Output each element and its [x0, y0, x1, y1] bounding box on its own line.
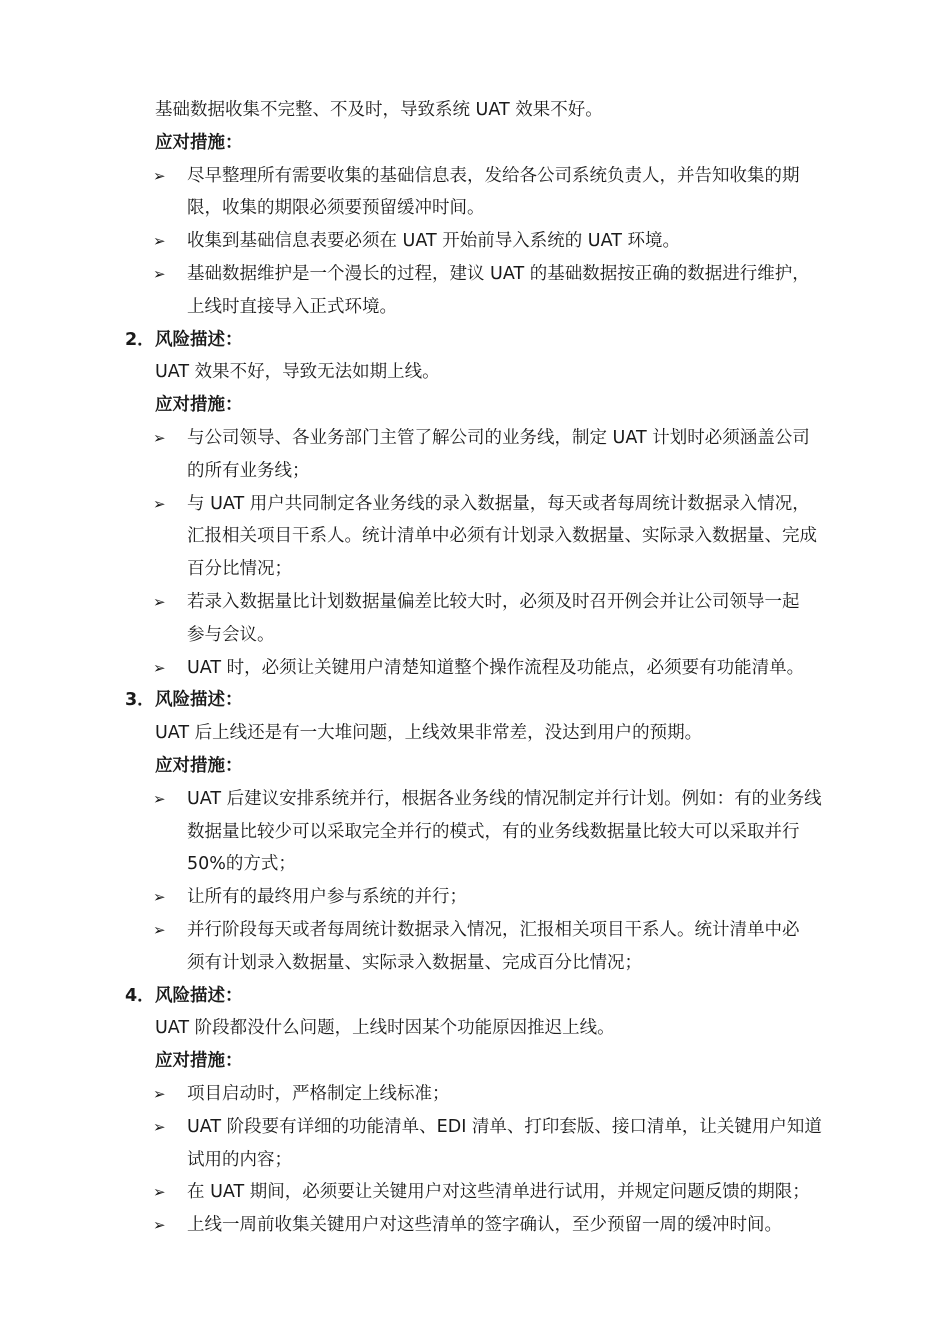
bullet-text-line: 在 UAT 期间，必须要让关键用户对这些清单进行试用，并规定问题反馈的期限；	[187, 1182, 810, 1203]
risk-description: UAT 效果不好，导致无法如期上线。	[155, 362, 440, 383]
risk-description: UAT 阶段都没什么问题，上线时因某个功能原因推迟上线。	[155, 1018, 615, 1039]
bullet-text-line: 数据量比较少可以采取完全并行的模式，有的业务线数据量比较大可以采取并行	[187, 821, 800, 842]
bullet-item	[0, 914, 950, 980]
arrow-bullet-icon: ➢	[153, 166, 166, 185]
arrow-bullet-icon: ➢	[153, 428, 166, 447]
measures-label: 应对措施：	[155, 755, 243, 776]
bullet-item	[0, 1111, 950, 1177]
risk-number: 4．	[125, 985, 155, 1006]
arrow-bullet-icon: ➢	[153, 494, 166, 513]
risk-section	[0, 684, 950, 979]
bullet-item	[0, 422, 950, 488]
bullet-item	[0, 160, 950, 226]
bullet-text-line: 尽早整理所有需要收集的基础信息表，发给各公司系统负责人，并告知收集的期	[187, 165, 800, 186]
bullet-item	[0, 881, 950, 914]
bullet-text-line: UAT 阶段要有详细的功能清单、EDI 清单、打印套版、接口清单，让关键用户知道	[187, 1116, 822, 1137]
risk-number: 2．	[125, 329, 155, 350]
bullet-text-line: UAT 时，必须让关键用户清楚知道整个操作流程及功能点，必须要有功能清单。	[187, 657, 805, 678]
bullet-text-line: 试用的内容；	[187, 1149, 292, 1170]
bullet-text-line: 的所有业务线；	[187, 460, 310, 481]
bullet-text-line: 与 UAT 用户共同制定各业务线的录入数据量，每天或者每周统计数据录入情况，	[187, 493, 810, 514]
bullet-item	[0, 258, 950, 324]
arrow-bullet-icon: ➢	[153, 592, 166, 611]
bullet-text-line: 须有计划录入数据量、实际录入数据量、完成百分比情况；	[187, 952, 642, 973]
bullet-item	[0, 1176, 950, 1209]
arrow-bullet-icon: ➢	[153, 658, 166, 677]
risk-heading	[0, 684, 950, 717]
document-page	[0, 94, 950, 1242]
measures-list	[0, 1078, 950, 1242]
risk-heading	[0, 980, 950, 1013]
measures-list	[0, 160, 950, 324]
bullet-text-line: 汇报相关项目干系人。统计清单中必须有计划录入数据量、实际录入数据量、完成	[187, 526, 817, 547]
arrow-bullet-icon: ➢	[153, 264, 166, 283]
bullet-text-line: 并行阶段每天或者每周统计数据录入情况，汇报相关项目干系人。统计清单中必	[187, 919, 800, 940]
bullet-item	[0, 783, 950, 881]
arrow-bullet-icon: ➢	[153, 789, 166, 808]
bullet-item	[0, 488, 950, 586]
arrow-bullet-icon: ➢	[153, 888, 166, 907]
risk-number: 3．	[125, 690, 155, 711]
bullet-item	[0, 652, 950, 685]
bullet-text-line: 与公司领导、各业务部门主管了解公司的业务线，制定 UAT 计划时必须涵盖公司	[187, 427, 810, 448]
measures-label: 应对措施：	[155, 1051, 243, 1072]
bullet-text-line: 基础数据维护是一个漫长的过程，建议 UAT 的基础数据按正确的数据进行维护，	[187, 263, 810, 284]
bullet-text-line: 上线时直接导入正式环境。	[187, 296, 397, 317]
bullet-text-line: 百分比情况；	[187, 559, 292, 580]
risk-section	[0, 324, 950, 685]
bullet-text-line: 限，收集的期限必须要预留缓冲时间。	[187, 198, 485, 219]
bullet-item	[0, 586, 950, 652]
arrow-bullet-icon: ➢	[153, 1183, 166, 1202]
bullet-text-line: 若录入数据量比计划数据量偏差比较大时，必须及时召开例会并让公司领导一起	[187, 591, 800, 612]
bullet-text-line: 上线一周前收集关键用户对这些清单的签字确认，至少预留一周的缓冲时间。	[187, 1215, 782, 1236]
risk-title: 风险描述：	[155, 985, 243, 1006]
measures-list	[0, 783, 950, 980]
measures-label: 应对措施：	[155, 132, 243, 153]
bullet-item	[0, 225, 950, 258]
bullet-text-line: 让所有的最终用户参与系统的并行；	[187, 887, 467, 908]
arrow-bullet-icon: ➢	[153, 1117, 166, 1136]
bullet-text-line: 50%的方式；	[187, 854, 296, 875]
risk-description: UAT 后上线还是有一大堆问题，上线效果非常差，没达到用户的预期。	[155, 723, 703, 744]
arrow-bullet-icon: ➢	[153, 1084, 166, 1103]
arrow-bullet-icon: ➢	[153, 1216, 166, 1235]
bullet-item	[0, 1078, 950, 1111]
risk-title: 风险描述：	[155, 329, 243, 350]
risk-heading	[0, 324, 950, 357]
intro-text: 基础数据收集不完整、不及时，导致系统 UAT 效果不好。	[155, 100, 603, 120]
measures-label: 应对措施：	[155, 395, 243, 416]
measures-list	[0, 422, 950, 684]
bullet-text-line: 参与会议。	[187, 624, 275, 645]
bullet-text-line: UAT 后建议安排系统并行，根据各业务线的情况制定并行计划。例如：有的业务线	[187, 788, 822, 809]
arrow-bullet-icon: ➢	[153, 232, 166, 251]
bullet-text-line: 项目启动时，严格制定上线标准；	[187, 1083, 450, 1104]
bullet-item	[0, 1209, 950, 1242]
risk-section	[0, 980, 950, 1242]
bullet-text-line: 收集到基础信息表要必须在 UAT 开始前导入系统的 UAT 环境。	[187, 231, 680, 252]
risk-sections	[0, 324, 950, 1242]
risk-title: 风险描述：	[155, 690, 243, 711]
arrow-bullet-icon: ➢	[153, 920, 166, 939]
